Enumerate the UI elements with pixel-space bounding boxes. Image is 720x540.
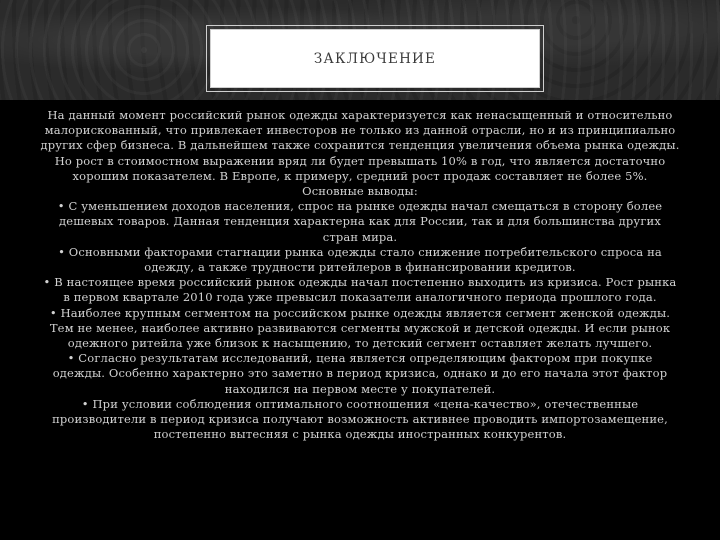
intro-paragraph: На данный момент российский рынок одежды характеризуется как ненасыщенный и относительно малорискованный, что привлекает инвесторов не только из данной отрасли, но и из принципиально других сфер бизнеса. В дальнейшем также сохранится тенденция увеличения объема рынка одежды. Но рост в стоимостном выражении вряд ли будет превышать 10% в год, что является достаточно хорошим показателем. В Европе, к примеру, средний рост продаж составляет не более 5%. <box>40 108 680 183</box>
slide-body <box>40 108 680 442</box>
bullet-income-demand: • С уменьшением доходов населения, спрос на рынке одежды начал смещаться в сторону более дешевых товаров. Данная тенденция характерна как для России, так и для большинства других стран мира. <box>57 199 663 244</box>
slide-title: ЗАКЛЮЧЕНИЕ <box>313 50 437 67</box>
bullet-womens-segment: • Наиболее крупным сегментом на российском рынке одежды является сегмент женской одежды. Тем не менее, наиболее активно развиваются сегменты мужской и детской одежды. И если рынок одежного ритейла уже близок к насыщению, то детский сегмент оставляет желать лучшего. <box>49 305 671 351</box>
bullet-price-factor: • Согласно результатам исследований, цена является определяющим фактором при покупке одежды. Особенно характерно это заметно в период кризиса, однако и до его начала этот фактор находился на первом месте у покупателей. <box>52 351 668 396</box>
bullet-stagnation-factors: • Основными факторами стагнации рынка одежды стало снижение потребительского спроса на одежду, а также трудности ритейлеров в финансировании кредитов. <box>58 244 662 275</box>
bullet-crisis-recovery: • В настоящее время российский рынок одежды начал постепенно выходить из кризиса. Рост рынка в первом квартале 2010 года уже превысил показатели аналогичного периода прошлого года. <box>43 275 677 305</box>
conclusions-heading: Основные выводы: <box>302 184 418 199</box>
title-box <box>210 29 540 88</box>
bullet-import-substitution: • При условии соблюдения оптимального соотношения «цена-качество», отечественные производители в период кризиса получают возможность активнее проводить импортозамещение, постепенно вытесняя с рынка одежды иностранных конкурентов. <box>52 396 668 442</box>
